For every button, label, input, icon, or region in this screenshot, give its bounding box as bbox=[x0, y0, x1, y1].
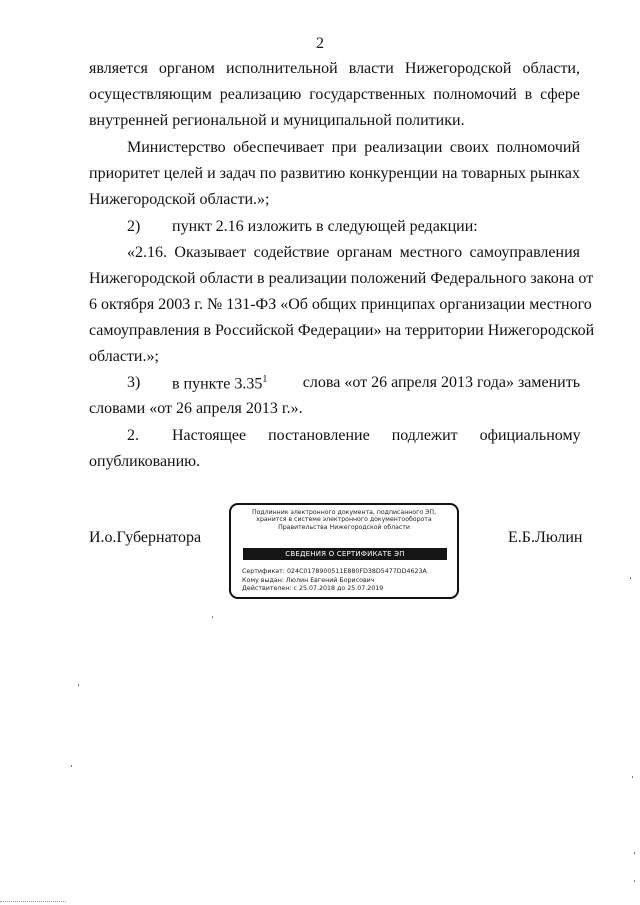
item-text: пункт 2.16 изложить в следующей редакции: bbox=[172, 218, 478, 235]
page-number: 2 bbox=[316, 35, 324, 52]
body-line: области.»; bbox=[89, 348, 159, 365]
scan-speck bbox=[78, 684, 79, 686]
scan-speck bbox=[634, 880, 635, 882]
item-number: 3) bbox=[127, 374, 141, 391]
item-number: 2) bbox=[127, 218, 141, 235]
body-line: Нижегородской области в реализации положений Федерального закона от bbox=[89, 270, 594, 287]
certificate-owner: Кому выдан: Люлин Евгений Борисович bbox=[242, 576, 375, 584]
item-text: Настоящее постановление подлежит официальному bbox=[172, 427, 581, 444]
superscript: 1 bbox=[262, 374, 268, 385]
body-line: является органом исполнительной власти Нижегородской области, bbox=[89, 60, 580, 77]
stamp-header-line: Подлинник электронного документа, подписанного ЭП, bbox=[251, 509, 437, 516]
body-line: самоуправления в Российской Федерации» на территории Нижегородской bbox=[89, 322, 595, 339]
scan-speck bbox=[632, 776, 633, 778]
certificate-number: Сертификат: 024C0178900511E880FD38D5477DD4623A bbox=[242, 568, 427, 575]
signatory-position: И.о.Губернатора bbox=[89, 529, 202, 546]
scan-speck bbox=[71, 765, 72, 767]
scan-speck bbox=[630, 577, 631, 579]
body-line: опубликованию. bbox=[89, 453, 201, 470]
scan-speck bbox=[212, 616, 213, 618]
stamp-details bbox=[242, 568, 427, 594]
certificate-validity: Действителен: с 25.07.2018 до 25.07.2019 bbox=[242, 585, 384, 592]
item3-text-a: в пункте 3.35$^1$ bbox=[172, 374, 268, 393]
signatory-name: Е.Б.Люлин bbox=[508, 529, 583, 546]
electronic-signature-stamp bbox=[229, 503, 459, 599]
stamp-header bbox=[231, 509, 457, 531]
body-line: внутренней региональной и муниципальной политики. bbox=[89, 112, 465, 129]
body-line: Нижегородской области.»; bbox=[89, 191, 270, 208]
stamp-header-line: хранится в системе электронного документооборота bbox=[256, 516, 432, 524]
stamp-header-line: Правительства Нижегородской области bbox=[278, 523, 410, 531]
item-number: 2. bbox=[127, 427, 139, 444]
body-line: «2.16. Оказывает содействие органам местного самоуправления bbox=[127, 244, 580, 261]
body-line: словами «от 26 апреля 2013 г.». bbox=[89, 400, 303, 417]
stamp-certificate-banner: СВЕДЕНИЯ О СЕРТИФИКАТЕ ЭП bbox=[243, 548, 447, 560]
scan-speck bbox=[634, 852, 635, 854]
scan-edge-line bbox=[0, 901, 66, 903]
body-line: приоритет целей и задач по развитию конкуренции на товарных рынках bbox=[89, 165, 580, 182]
body-line: 6 октября 2003 г. № 131-ФЗ «Об общих принципах организации местного bbox=[89, 296, 592, 313]
body-line: осуществляющим реализацию государственных полномочий в сфере bbox=[89, 86, 580, 103]
item-text bbox=[172, 374, 580, 393]
body-line: Министерство обеспечивает при реализации своих полномочий bbox=[127, 139, 580, 156]
item3-text-b: слова «от 26 апреля 2013 года» заменить bbox=[302, 374, 580, 391]
